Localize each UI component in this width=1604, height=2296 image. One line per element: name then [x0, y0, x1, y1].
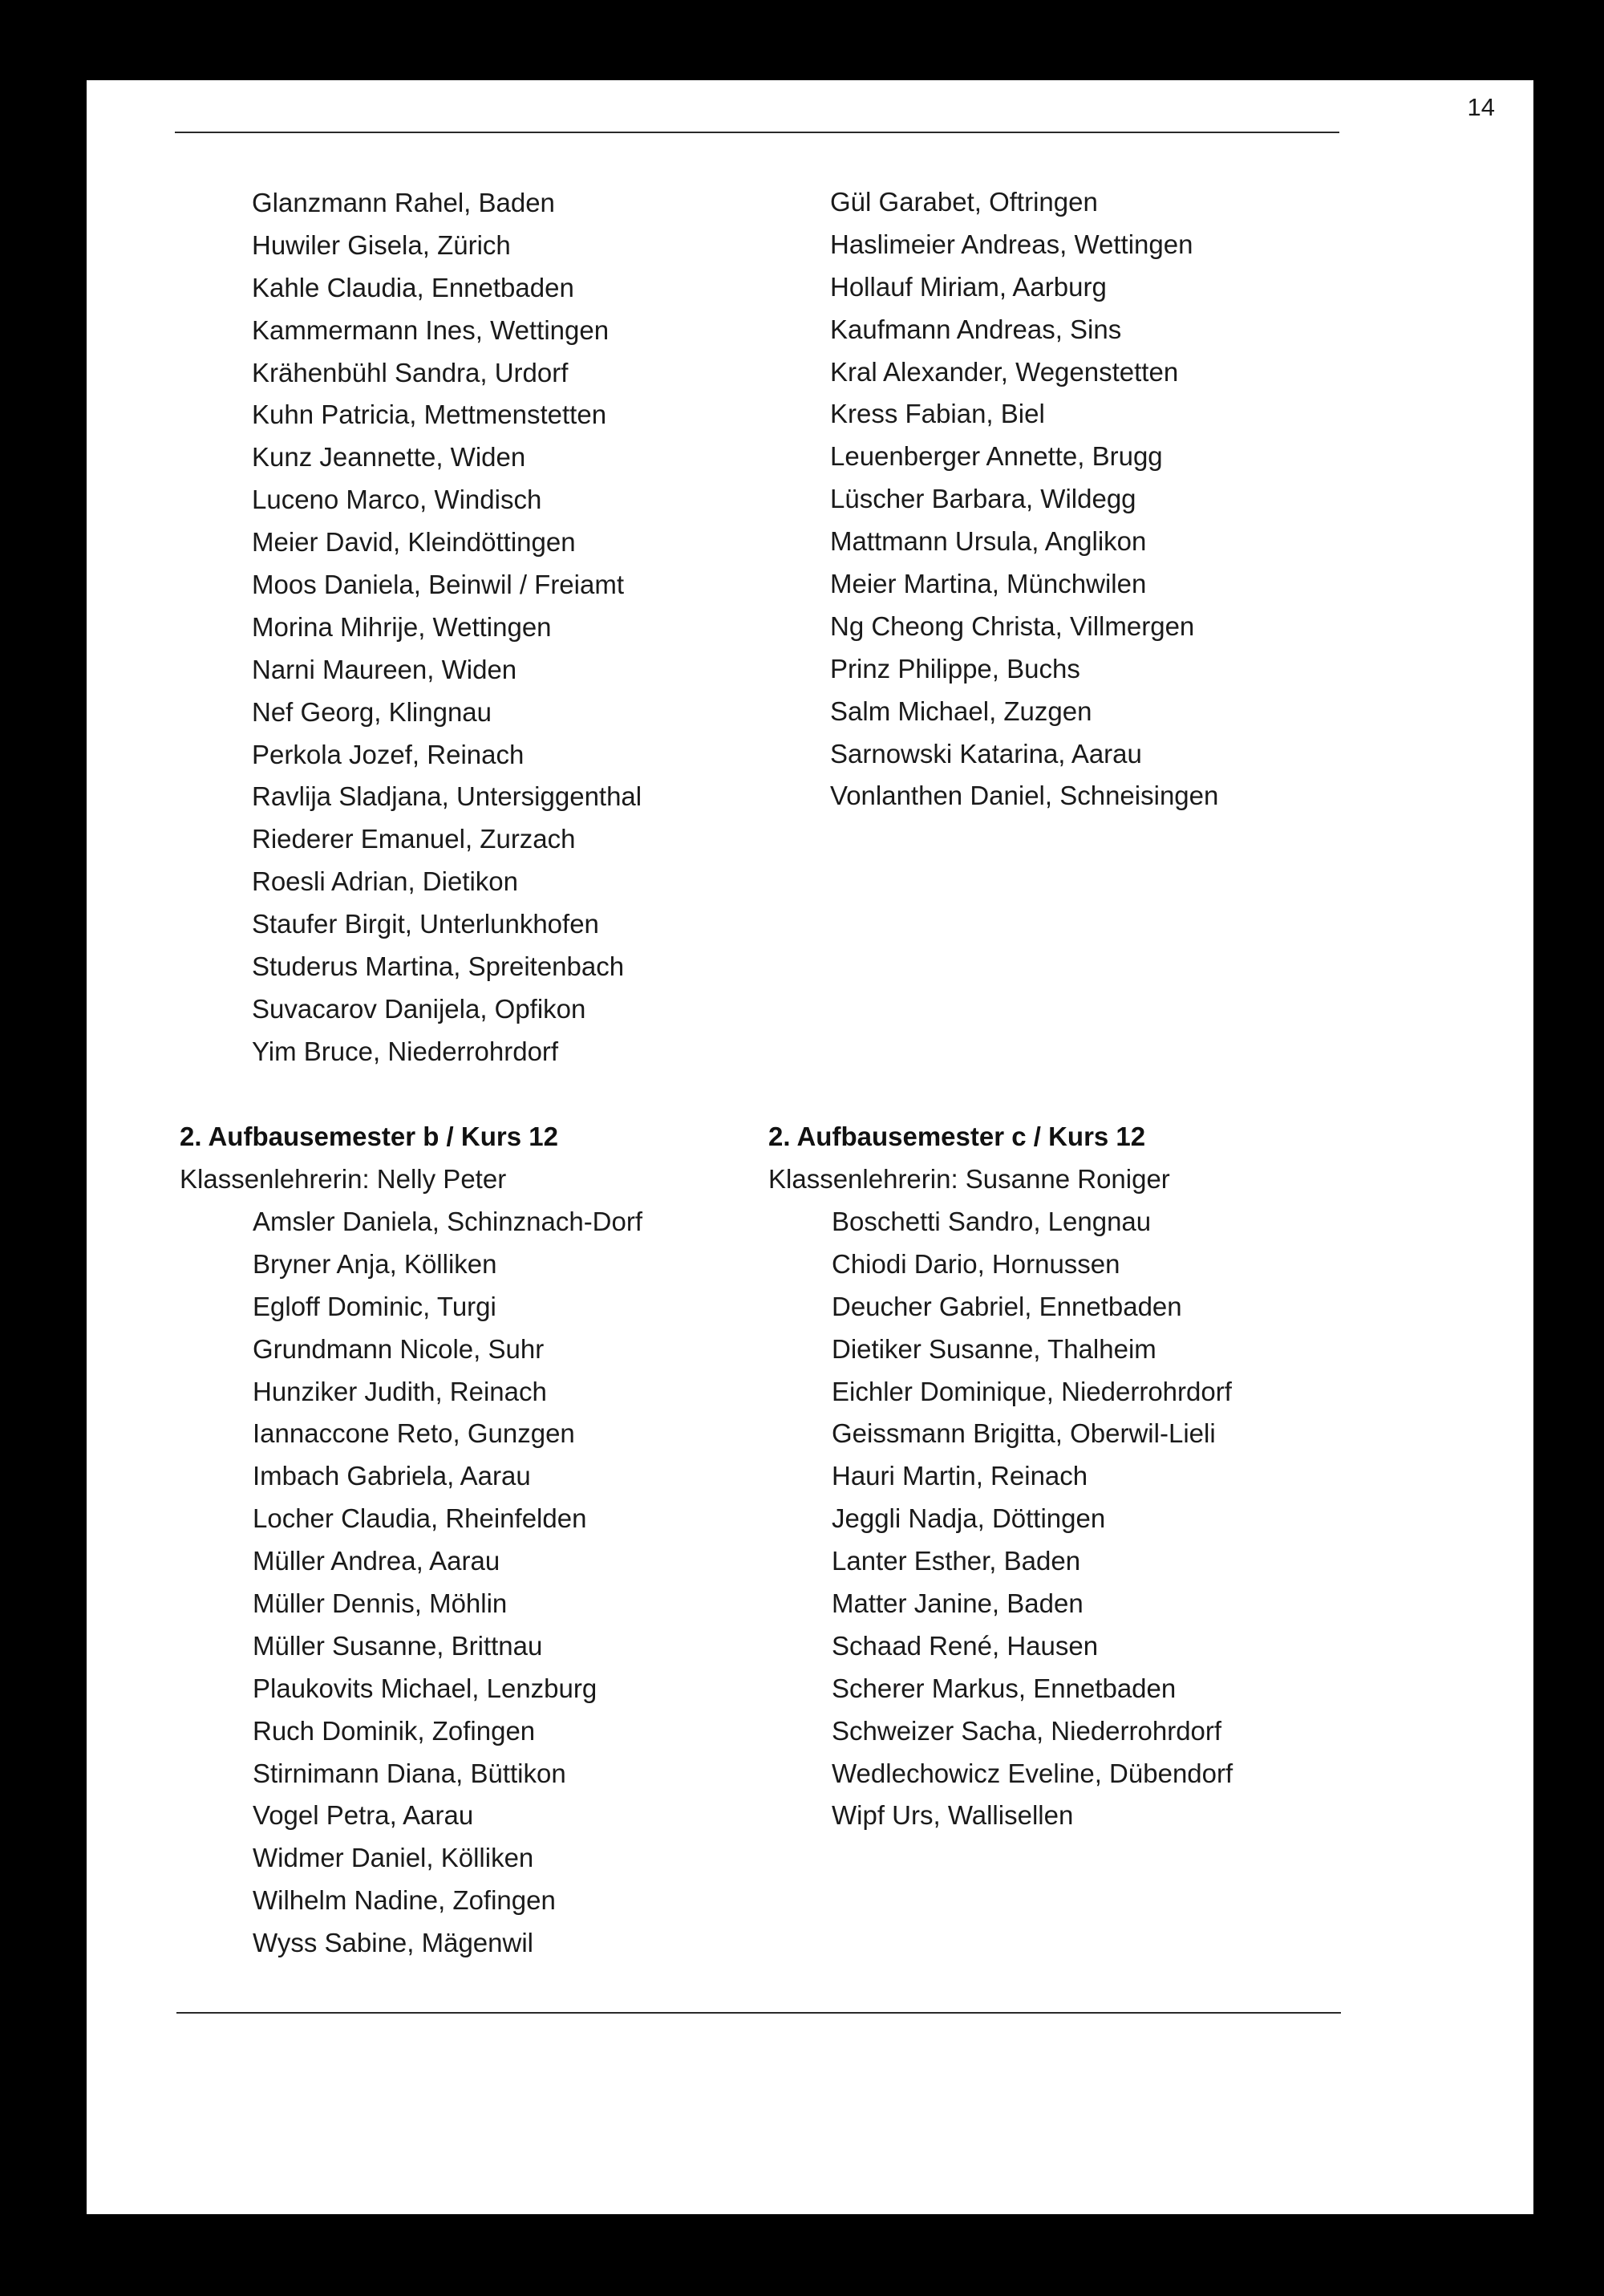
- list-item: Müller Susanne, Brittnau: [253, 1630, 543, 1661]
- list-item: Nef Georg, Klingnau: [252, 696, 492, 727]
- list-item: Deucher Gabriel, Ennetbaden: [832, 1291, 1182, 1321]
- list-item: Vogel Petra, Aarau: [253, 1800, 474, 1831]
- list-item: Widmer Daniel, Kölliken: [253, 1843, 534, 1873]
- list-item: Wyss Sabine, Mägenwil: [253, 1928, 534, 1958]
- section-teacher-c: Klassenlehrerin: Susanne Roniger: [768, 1164, 1170, 1194]
- list-item: Kress Fabian, Biel: [830, 399, 1045, 429]
- header-rule: [175, 132, 1339, 133]
- list-item: Kammermann Ines, Wettingen: [252, 314, 610, 345]
- list-item: Luceno Marco, Windisch: [252, 485, 542, 515]
- list-item: Locher Claudia, Rheinfelden: [253, 1503, 587, 1534]
- list-item: Egloff Dominic, Turgi: [253, 1291, 496, 1321]
- list-item: Geissmann Brigitta, Oberwil-Lieli: [832, 1418, 1216, 1449]
- list-item: Stirnimann Diana, Büttikon: [253, 1758, 566, 1788]
- list-item: Kral Alexander, Wegenstetten: [830, 356, 1179, 387]
- list-item: Meier David, Kleindöttingen: [252, 527, 576, 558]
- list-item: Kuhn Patricia, Mettmenstetten: [252, 400, 607, 430]
- list-item: Jeggli Nadja, Döttingen: [832, 1503, 1106, 1534]
- list-item: Huwiler Gisela, Zürich: [252, 229, 511, 260]
- list-item: Kahle Claudia, Ennetbaden: [252, 272, 574, 302]
- list-item: Kunz Jeannette, Widen: [252, 442, 526, 473]
- list-item: Ravlija Sladjana, Untersiggenthal: [252, 781, 642, 812]
- list-item: Plaukovits Michael, Lenzburg: [253, 1673, 597, 1703]
- list-item: Iannaccone Reto, Gunzgen: [253, 1418, 575, 1449]
- list-item: Wilhelm Nadine, Zofingen: [253, 1885, 556, 1916]
- name-list-section-b: [253, 1201, 642, 1965]
- page-number: 14: [1467, 93, 1495, 121]
- list-item: Ng Cheong Christa, Villmergen: [830, 611, 1195, 641]
- list-item: Imbach Gabriela, Aarau: [253, 1461, 531, 1491]
- list-item: Dietiker Susanne, Thalheim: [832, 1333, 1156, 1364]
- list-item: Hauri Martin, Reinach: [832, 1461, 1088, 1491]
- list-item: Riederer Emanuel, Zurzach: [252, 824, 576, 854]
- list-item: Wedlechowicz Eveline, Dübendorf: [832, 1758, 1233, 1788]
- list-item: Schweizer Sacha, Niederrohrdorf: [832, 1715, 1222, 1746]
- list-item: Morina Mihrije, Wettingen: [252, 611, 552, 642]
- list-item: Ruch Dominik, Zofingen: [253, 1715, 536, 1746]
- list-item: Vonlanthen Daniel, Schneisingen: [830, 781, 1219, 811]
- name-list-top-right: [830, 181, 1218, 817]
- list-item: Krähenbühl Sandra, Urdorf: [252, 357, 569, 387]
- list-item: Matter Janine, Baden: [832, 1588, 1084, 1619]
- list-item: Eichler Dominique, Niederrohrdorf: [832, 1376, 1232, 1406]
- list-item: Mattmann Ursula, Anglikon: [830, 526, 1147, 557]
- list-item: Lüscher Barbara, Wildegg: [830, 484, 1136, 514]
- list-item: Boschetti Sandro, Lengnau: [832, 1207, 1152, 1236]
- list-item: Prinz Philippe, Buchs: [830, 653, 1080, 684]
- list-item: Müller Dennis, Möhlin: [253, 1588, 508, 1619]
- list-item: Chiodi Dario, Hornussen: [832, 1248, 1120, 1279]
- list-item: Müller Andrea, Aarau: [253, 1546, 500, 1576]
- list-item: Kaufmann Andreas, Sins: [830, 314, 1122, 344]
- list-item: Lanter Esther, Baden: [832, 1546, 1081, 1576]
- name-list-section-c: [832, 1201, 1233, 1837]
- list-item: Salm Michael, Zuzgen: [830, 696, 1092, 726]
- list-item: Narni Maureen, Widen: [252, 654, 517, 684]
- list-item: Scherer Markus, Ennetbaden: [832, 1673, 1177, 1703]
- list-item: Perkola Jozef, Reinach: [252, 739, 525, 769]
- list-item: Grundmann Nicole, Suhr: [253, 1333, 545, 1364]
- list-item: Bryner Anja, Kölliken: [253, 1248, 497, 1279]
- list-item: Leuenberger Annette, Brugg: [830, 441, 1163, 472]
- list-item: Amsler Daniela, Schinznach-Dorf: [253, 1207, 643, 1236]
- list-item: Roesli Adrian, Dietikon: [252, 866, 518, 897]
- footer-rule: [176, 2012, 1341, 2014]
- list-item: Glanzmann Rahel, Baden: [252, 188, 555, 217]
- section-teacher-b: Klassenlehrerin: Nelly Peter: [180, 1164, 507, 1194]
- list-item: Hollauf Miriam, Aarburg: [830, 271, 1107, 302]
- section-title-b: 2. Aufbausemester b / Kurs 12: [180, 1122, 558, 1151]
- list-item: Meier Martina, Münchwilen: [830, 569, 1147, 599]
- section-title-c: 2. Aufbausemester c / Kurs 12: [768, 1122, 1146, 1151]
- list-item: Studerus Martina, Spreitenbach: [252, 951, 625, 982]
- list-item: Suvacarov Danijela, Opfikon: [252, 993, 586, 1024]
- list-item: Wipf Urs, Wallisellen: [832, 1800, 1074, 1831]
- list-item: Haslimeier Andreas, Wettingen: [830, 229, 1193, 259]
- list-item: Schaad René, Hausen: [832, 1630, 1099, 1661]
- list-item: Staufer Birgit, Unterlunkhofen: [252, 909, 599, 939]
- name-list-top-left: [252, 182, 642, 1073]
- list-item: Gül Garabet, Oftringen: [830, 187, 1098, 217]
- list-item: Hunziker Judith, Reinach: [253, 1376, 547, 1406]
- list-item: Sarnowski Katarina, Aarau: [830, 738, 1142, 769]
- list-item: Yim Bruce, Niederrohrdorf: [252, 1036, 559, 1066]
- list-item: Moos Daniela, Beinwil / Freiamt: [252, 570, 624, 600]
